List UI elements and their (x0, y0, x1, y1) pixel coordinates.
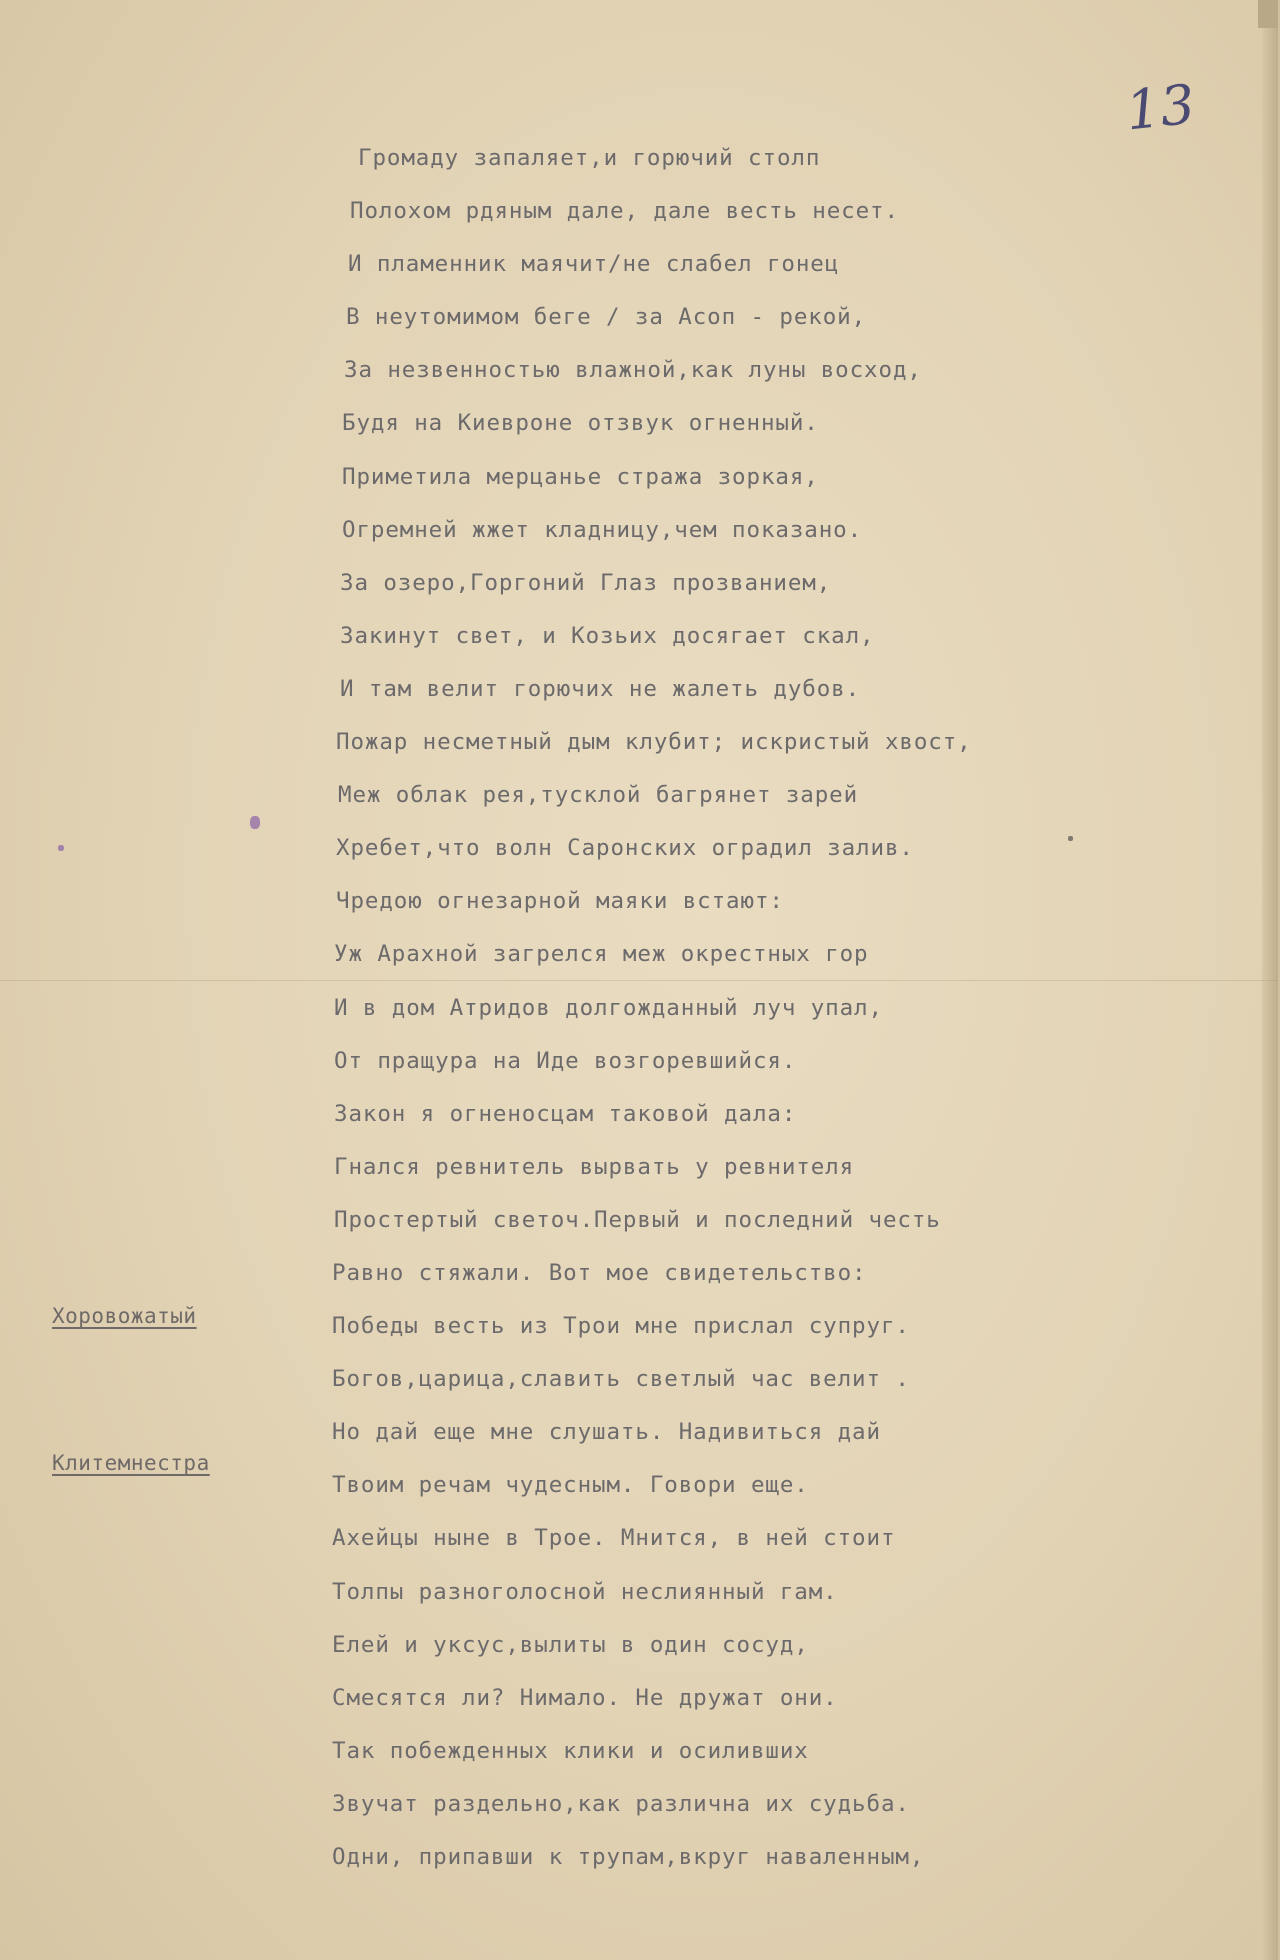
poem-text (330, 132, 1110, 1884)
poem-line: Так побежденных клики и осиливших (332, 1737, 809, 1764)
poem-line: Елей и уксус,вылиты в один сосуд, (332, 1631, 809, 1658)
poem-line: Пожар несметный дым клубит; искристый хвост, (336, 729, 972, 756)
poem-line: Меж облак рея,тусклой багрянет зарей (338, 782, 859, 809)
poem-line: Толпы разноголосной неслиянный гам. (332, 1578, 838, 1605)
ink-blot (250, 816, 260, 829)
poem-line: Приметила мерцанье стража зоркая, (342, 463, 819, 490)
poem-line: Твоим речам чудесным. Говори еще. (332, 1472, 809, 1499)
poem-line: Победы весть из Трои мне прислал супруг. (332, 1313, 910, 1340)
poem-line: Простертый светоч.Первый и последний честь (334, 1206, 941, 1233)
poem-line: Но дай еще мне слушать. Надивиться дай (332, 1419, 881, 1446)
poem-line: И в дом Атридов долгожданный луч упал, (334, 994, 883, 1021)
speaker-label-chorus-leader: Хоровожатый (52, 1304, 197, 1328)
poem-line: Чредою огнезарной маяки встают: (336, 888, 784, 915)
page-number: 13 (1122, 72, 1198, 143)
poem-line: Равно стяжали. Вот мое свидетельство: (332, 1259, 867, 1286)
poem-line: Смесятся ли? Нимало. Не дружат они. (332, 1684, 838, 1711)
poem-line: Закон я огненосцам таковой дала: (334, 1100, 797, 1127)
poem-line: Ахейцы ныне в Трое. Мнится, в ней стоит (332, 1525, 896, 1552)
page-corner (1258, 0, 1278, 28)
poem-line: Огремней жжет кладницу,чем показано. (342, 516, 863, 543)
poem-line: Гнался ревнитель вырвать у ревнителя (334, 1153, 855, 1180)
poem-line: Будя на Киевроне отзвук огненный. (342, 410, 819, 437)
poem-line: Громаду запаляет,и горючий столп (358, 145, 821, 171)
poem-line: За озеро,Горгоний Глаз прозванием, (340, 569, 832, 596)
poem-line: И там велит горючих не жалеть дубов. (340, 675, 861, 702)
poem-line: За незвенностью влажной,как луны восход, (344, 357, 922, 384)
poem-line: Закинут свет, и Козьих досягает скал, (340, 622, 875, 649)
poem-line: В неутомимом беге / за Асоп - рекой, (346, 304, 867, 331)
poem-line: Звучат раздельно,как различна их судьба. (332, 1790, 910, 1817)
poem-line: Богов,царица,славить светлый час велит . (332, 1366, 910, 1393)
ink-blot (58, 845, 64, 851)
speaker-label-clytemnestra: Клитемнестра (52, 1451, 210, 1475)
poem-line: Хребет,что волн Саронских оградил залив. (336, 835, 914, 862)
poem-line: Уж Арахной загрелся меж окрестных гор (334, 941, 869, 968)
poem-line: Полохом рдяным дале, дале весть несет. (350, 198, 899, 225)
poem-line: И пламенник маячит/не слабел гонец (348, 251, 840, 278)
poem-line: От пращура на Иде возгоревшийся. (334, 1047, 797, 1074)
poem-line: Одни, припавши к трупам,вкруг наваленным, (332, 1844, 925, 1870)
